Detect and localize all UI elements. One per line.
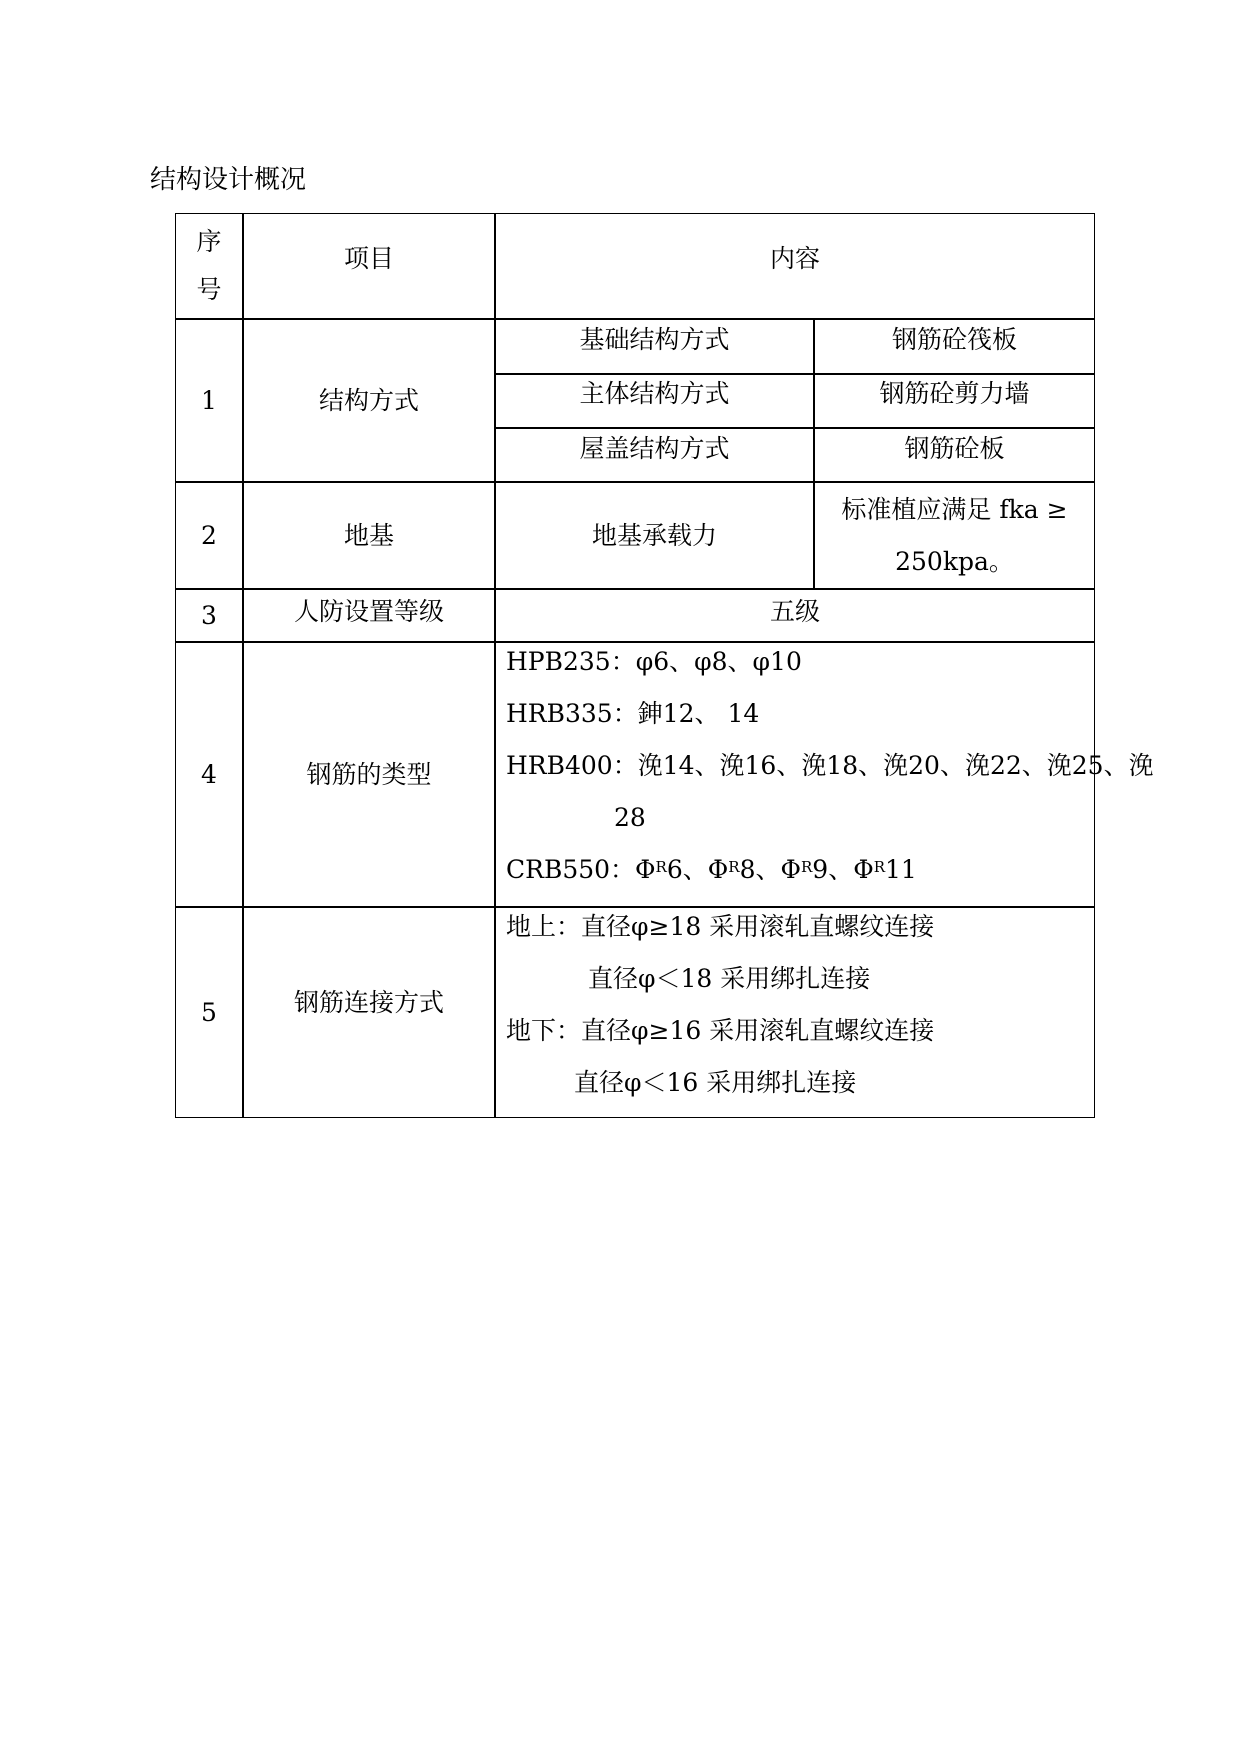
row-seq: 5 xyxy=(201,998,217,1027)
row-item: 人防设置等级 xyxy=(293,597,444,626)
foundation-label: 地基承载力 xyxy=(591,520,717,550)
foundation-value-line1: 标准植应满足 fka ≥ xyxy=(841,494,1068,524)
subrow-label: 屋盖结构方式 xyxy=(579,434,730,463)
header-seq-line2: 号 xyxy=(196,275,222,304)
civil-defense-grade: 五级 xyxy=(769,597,820,626)
row-item: 钢筋的类型 xyxy=(306,759,432,789)
row-item: 钢筋连接方式 xyxy=(293,988,444,1017)
header-content: 内容 xyxy=(769,244,820,273)
rebar-type-line: HPB235：φ6、φ8、φ10 xyxy=(506,647,802,676)
foundation-value xyxy=(815,483,1094,588)
subrow-value: 钢筋砼板 xyxy=(904,434,1005,463)
connection-line: 地上：直径φ≥18 采用滚轧直螺纹连接 xyxy=(506,912,935,941)
subrow-value: 钢筋砼筏板 xyxy=(891,325,1017,354)
crb-item: $\Phi^R9$ xyxy=(780,855,829,884)
header-seq-line1: 序 xyxy=(196,227,222,256)
crb-item: $\Phi^R8$ xyxy=(707,855,756,884)
subrow-label: 主体结构方式 xyxy=(579,379,730,408)
crb-item: $\Phi^R11$ xyxy=(853,855,917,884)
rebar-type-line: 28 xyxy=(614,803,646,832)
row-seq: 1 xyxy=(201,385,217,415)
header-seq xyxy=(176,214,242,318)
row-seq: 3 xyxy=(201,600,217,630)
subrow-label: 基础结构方式 xyxy=(579,325,730,354)
document-title: 结构设计概况 xyxy=(150,165,307,195)
rebar-type-line: HRB400：浼14、浼16、浼18、浼20、浼22、浼25、浼 xyxy=(506,751,1154,780)
connection-line: 直径φ＜18 采用绑扎连接 xyxy=(588,964,871,993)
row-item: 结构方式 xyxy=(318,385,419,415)
rebar-type-crb: CRB550：$\Phi^R6$、$\Phi^R8$、$\Phi^R9$、$\Phi^R11$ xyxy=(506,855,917,884)
row-item: 地基 xyxy=(343,520,394,550)
foundation-value-line2: 250kpa。 xyxy=(895,546,1014,576)
header-item: 项目 xyxy=(343,244,394,273)
row-seq: 2 xyxy=(201,520,217,550)
crb-item: $\Phi^R6$ xyxy=(635,855,683,884)
rebar-type-line: HRB335：鉮12、 14 xyxy=(506,699,760,728)
crb-prefix: CRB550： xyxy=(506,855,636,884)
subrow-value: 钢筋砼剪力墙 xyxy=(879,379,1030,408)
connection-line: 直径φ＜16 采用绑扎连接 xyxy=(574,1068,857,1097)
row-seq: 4 xyxy=(201,759,217,789)
connection-line: 地下：直径φ≥16 采用滚轧直螺纹连接 xyxy=(506,1016,935,1045)
